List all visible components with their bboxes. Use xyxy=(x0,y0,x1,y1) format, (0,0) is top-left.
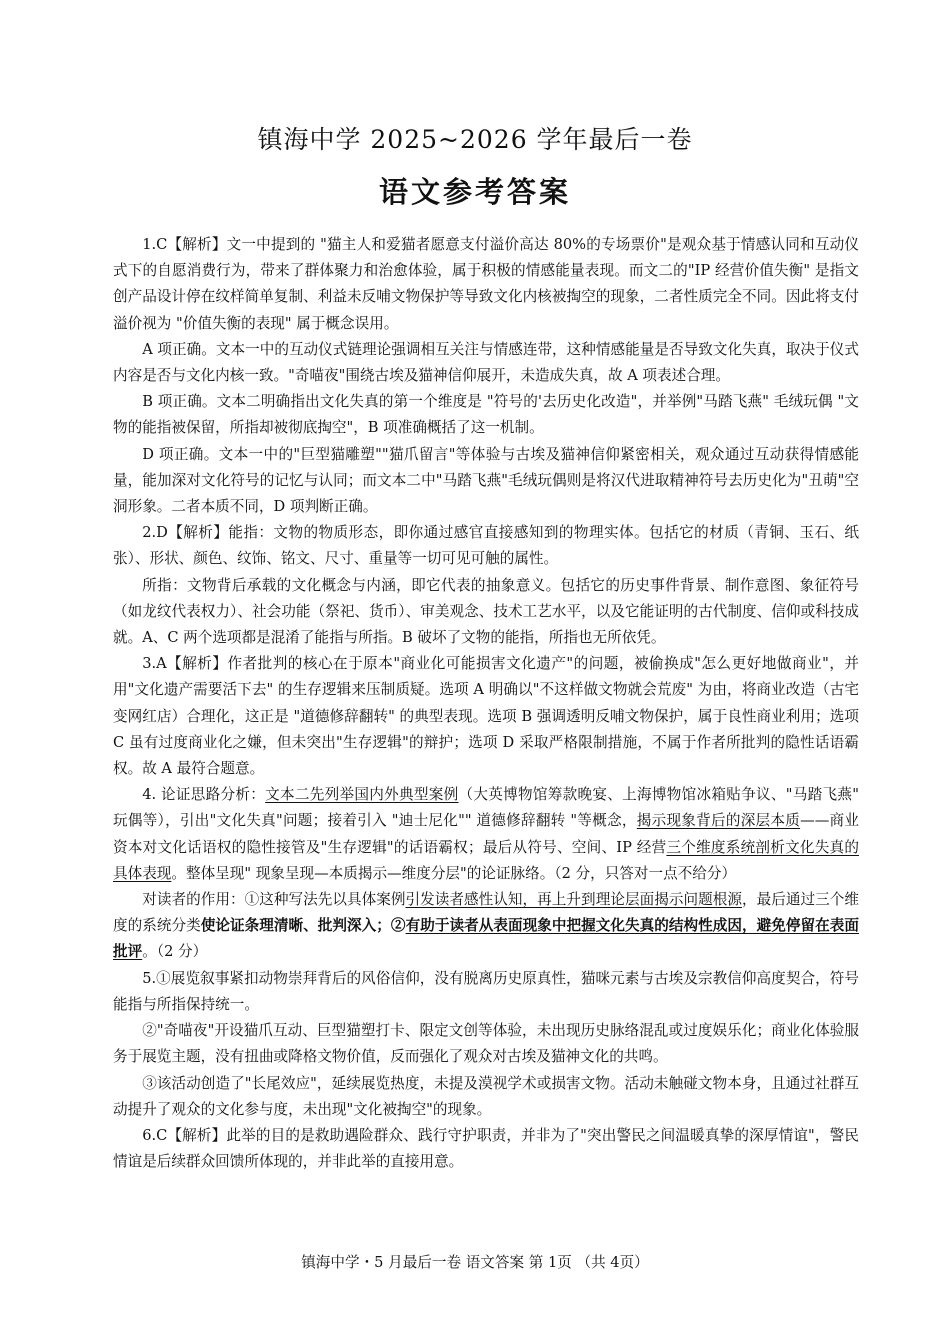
answer-4-bold-underline: 有助于读者从表面现象中把握文化失真的结构性成因，避免停留在表面批评 xyxy=(113,917,859,961)
answer-4-text: ——商业资本对文化话语权的隐性接管及"生存逻辑"的话语霸权；最后从符号、空间、IP 经营 xyxy=(113,812,859,856)
answer-4-underline: 三个维度系统剖析文化失真的具体表现 xyxy=(113,838,859,882)
answer-4-text: 4. 论证思路分析： xyxy=(142,786,266,804)
answer-body xyxy=(113,232,859,1175)
answer-4-text: 。整体呈现" 现象呈现—本质揭示—维度分层"的论证脉络。（2 分，只答对一点不给分） xyxy=(171,864,737,882)
answer-key-title: 语文参考答案 xyxy=(378,175,571,209)
answer-4-bold: 使论证条理清晰、批判深入；② xyxy=(200,917,406,935)
answer-2: 2.D【解析】能指：文物的物质形态，即你通过感官直接感知到的物理实体。包括它的材质（青铜、玉石、纸张）、形状、颜色、纹饰、铭文、尺寸、重量等一切可见可触的属性。 xyxy=(113,524,859,568)
answer-4-text: （大英博物馆筹款晚宴、上海博物馆冰箱贴争议、"马踏飞燕" 玩偶等），引出"文化失真"问题；接着引入 "迪士尼化"" 道德修辞翻转 "等概念， xyxy=(113,786,859,830)
answer-4-argument xyxy=(113,782,859,887)
answer-4-effect xyxy=(113,887,859,966)
answer-1-option-b: B 项正确。文本二明确指出文化失真的第一个维度是 "符号的'去历史化改造"，并举例"马踏飞燕" 毛绒玩偶 "文物的能指被保留，所指却被彻底掏空"，B 项准确概括了这一机制。 xyxy=(113,393,859,437)
answer-6: 6.C【解析】此举的目的是救助遇险群众、践行守护职责，并非为了"突出警民之间温暖真挚的深厚情谊"，警民情谊是后续群众回馈所体现的，并非此举的直接用意。 xyxy=(113,1126,859,1171)
answer-4-text: 。（2 分） xyxy=(142,943,208,961)
answer-1-option-d: D 项正确。文本一中的"巨型猫雕塑""猫爪留言"等体验与古埃及猫神信仰紧密相关，观众通过互动获得情感能量，能加深对文化符号的记忆与认同；而文本二中"马踏飞燕"毛绒玩偶则是将汉代进取精神符号去历史化为"丑萌"空洞形象。二者本质不同，D 项判断正确。 xyxy=(113,445,859,516)
answer-2-signified: 所指：文物背后承载的文化概念与内涵，即它代表的抽象意义。包括它的历史事件背景、制作意图、象征符号（如龙纹代表权力）、社会功能（祭祀、货币）、审美观念、技术工艺水平，以及它能证明的古代制度、信仰或科技成就。A、C 两个选项都是混淆了能指与所指。B 破坏了文物的能指，所指也无所依凭。 xyxy=(113,576,859,647)
answer-5-point-3: ③该活动创造了"长尾效应"，延续展览热度，未提及漠视学术或损害文物。活动未触碰文物本身，且通过社群互动提升了观众的文化参与度，未出现"文化被掏空"的现象。 xyxy=(113,1074,859,1118)
answer-4-text: ，最后通过三个维度的系统分类 xyxy=(113,891,859,935)
page-footer: 镇海中学・5 月最后一卷 语文答案 第 1页 （共 4页） xyxy=(301,1254,649,1271)
answer-5-point-1: 5.①展览叙事紧扣动物崇拜背后的风俗信仰，没有脱离历史原真性，猫咪元素与古埃及宗教信仰高度契合，符号能指与所指保持统一。 xyxy=(113,969,859,1013)
answer-4-underline: 揭示现象背后的深层本质 xyxy=(636,812,801,830)
answer-3: 3.A【解析】作者批判的核心在于原本"商业化可能损害文化遗产"的问题，被偷换成"怎么更好地做商业"，并用"文化遗产需要活下去" 的生存逻辑来压制质疑。选项 A 明确以"不这样做文物就会荒废" 为由，将商业改造（古宅变网红店）合理化，这正是 "道德修辞翻转" 的典型表现。选项 B 强调透明反哺文物保护，属于良性商业利用；选项 C 虽有过度商业化之嫌，但未突出"生存逻辑"的辩护；选项 D 采取严格限制措施，不属于作者所批判的隐性话语霸权。故 A 最符合题意。 xyxy=(113,655,859,778)
answer-4-underline: 文本二先列举国内外典型案例 xyxy=(265,786,459,804)
exam-title: 镇海中学 2025~2026 学年最后一卷 xyxy=(257,125,693,154)
answer-4-underline: 引发读者感性认知，再上升到理论层面揭示问题根源 xyxy=(405,891,742,909)
answer-4-text: 对读者的作用：①这种写法先以具体案例 xyxy=(142,891,406,909)
answer-1-option-a: A 项正确。文本一中的互动仪式链理论强调相互关注与情感连带，这种情感能量是否导致文化失真，取决于仪式内容是否与文化内核一致。"奇喵夜"围绕古埃及猫神信仰展开，未造成失真，故 A 项表述合理。 xyxy=(113,340,859,385)
answer-5-point-2: ②"奇喵夜"开设猫爪互动、巨型猫塑打卡、限定文创等体验，未出现历史脉络混乱或过度娱乐化；商业化体验服务于展览主题，没有扭曲或降格文物价值，反而强化了观众对古埃及猫神文化的共鸣。 xyxy=(113,1022,859,1066)
answer-1: 1.C【解析】文一中提到的 "猫主人和爱猫者愿意支付溢价高达 80%的专场票价"是观众基于情感认同和互动仪式下的自愿消费行为，带来了群体聚力和治愈体验，属于积极的情感能量表现。而文二的"IP 经营价值失衡" 是指文创产品设计停在纹样简单复制、利益未反哺文物保护等导致文化内核被掏空的现象，二者性质完全不同。因此将支付溢价视为 "价值失衡的表现" 属于概念误用。 xyxy=(113,236,859,332)
